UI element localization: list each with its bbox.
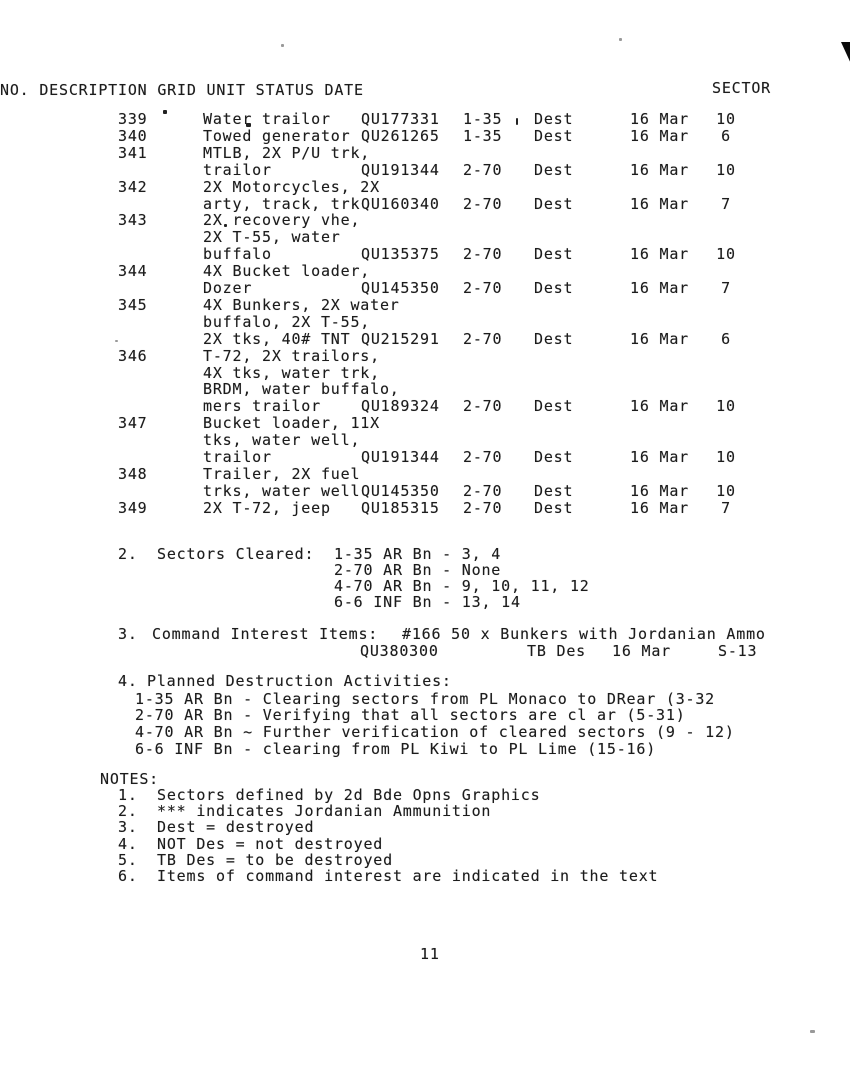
note-number: 2. — [118, 802, 138, 820]
cell-item-number: 347 — [118, 414, 148, 433]
note-number: 4. — [118, 835, 138, 853]
cell-unit: 2-70 — [463, 481, 503, 500]
cell-status: Dest — [534, 194, 574, 213]
cell-description: 2X recovery vhe, — [203, 211, 361, 230]
sectors-cleared-item: 2-70 AR Bn - None — [334, 561, 502, 579]
cell-item-number: 345 — [118, 295, 148, 314]
planned-destruction-item: 1-35 AR Bn - Clearing sectors from PL Monaco to DRear (3-32 — [135, 690, 716, 708]
cell-unit: 2-70 — [463, 448, 503, 466]
cell-sector: 7 — [721, 498, 731, 517]
cell-sector: 6 — [721, 126, 731, 145]
cell-item-number: 341 — [118, 143, 148, 162]
scan-speck — [810, 1030, 815, 1033]
cell-item-number: 346 — [118, 346, 148, 365]
note-text: TB Des = to be destroyed — [157, 851, 393, 869]
cell-sector: 6 — [721, 329, 731, 348]
sectors-cleared-item: 6-6 INF Bn - 13, 14 — [334, 593, 521, 611]
cell-sector: 10 — [716, 245, 736, 264]
cell-grid: QU215291 — [361, 329, 440, 348]
cell-unit: 2-70 — [463, 279, 503, 297]
cell-unit: 2-70 — [463, 329, 503, 348]
cell-unit: 1-35 — [463, 110, 503, 128]
cell-date: 16 Mar — [630, 397, 689, 416]
cell-grid: QU191344 — [361, 448, 440, 466]
section-3-title: Command Interest Items: — [152, 625, 379, 643]
cell-item-number: 342 — [118, 177, 148, 196]
table-row — [0, 498, 850, 518]
cell-date: 16 Mar — [630, 194, 689, 213]
cell-unit: 2-70 — [463, 245, 503, 264]
table-row — [0, 213, 850, 230]
cell-date: 16 Mar — [630, 245, 689, 264]
cell-item-number: 343 — [118, 211, 148, 230]
command-interest-grid: QU380300 — [360, 642, 439, 660]
cell-status: Dest — [534, 448, 574, 466]
cell-sector: 7 — [721, 194, 731, 213]
section-2-title: Sectors Cleared: — [157, 545, 315, 563]
cell-sector: 7 — [721, 279, 731, 297]
cell-sector: 10 — [716, 481, 736, 500]
cell-description: 2X tks, 40# TNT — [203, 329, 351, 348]
cell-item-number: 340 — [118, 126, 148, 145]
cell-status: Dest — [534, 279, 574, 297]
cell-status: Dest — [534, 110, 574, 128]
cell-description: 2X Motorcycles, 2X — [203, 177, 380, 196]
cell-date: 16 Mar — [630, 126, 689, 145]
cell-description: trailor — [203, 160, 272, 179]
cell-date: 16 Mar — [630, 498, 689, 517]
cell-grid: QU145350 — [361, 481, 440, 500]
cell-description: 4X tks, water trk, — [203, 363, 380, 382]
cell-description: buffalo, 2X T-55, — [203, 312, 371, 331]
table-row — [0, 363, 850, 383]
cell-description: MTLB, 2X P/U trk, — [203, 143, 371, 162]
cell-grid: QU185315 — [361, 498, 440, 517]
cell-description: buffalo — [203, 245, 272, 264]
cell-item-number: 339 — [118, 110, 148, 128]
cell-description: 4X Bunkers, 2X water — [203, 295, 400, 314]
column-header-status: STATUS — [255, 81, 315, 99]
cell-unit: 1-35 — [463, 126, 503, 145]
column-header-sector: SECTOR — [712, 79, 771, 97]
sectors-cleared-item: 1-35 AR Bn - 3, 4 — [334, 545, 502, 563]
table-row — [0, 416, 850, 433]
table-row — [0, 295, 850, 315]
planned-destruction-item: 2-70 AR Bn - Verifying that all sectors are cl ar (5-31) — [135, 706, 686, 724]
cell-unit: 2-70 — [463, 160, 503, 179]
cell-grid: QU177331 — [361, 110, 440, 128]
note-text: Sectors defined by 2d Bde Opns Graphics — [157, 786, 541, 804]
section-4-title: Planned Destruction Activities: — [147, 672, 452, 690]
cell-status: Dest — [534, 126, 574, 145]
cell-description: BRDM, water buffalo, — [203, 380, 400, 399]
cell-grid: QU189324 — [361, 397, 440, 416]
cell-description: Bucket loader, 11X — [203, 414, 380, 433]
cell-description: tks, water well, — [203, 431, 361, 450]
cell-status: Dest — [534, 397, 574, 416]
note-text: NOT Des = not destroyed — [157, 835, 384, 853]
cell-description: Towed generator — [203, 126, 351, 145]
cell-description: trailor — [203, 448, 272, 466]
cell-sector: 10 — [716, 110, 736, 128]
cell-description: arty, track, trk — [203, 194, 361, 213]
command-interest-date: 16 Mar — [612, 642, 671, 660]
note-number: 5. — [118, 851, 138, 869]
sectors-cleared-item: 4-70 AR Bn - 9, 10, 11, 12 — [334, 577, 590, 595]
cell-sector: 10 — [716, 448, 736, 466]
note-number: 6. — [118, 867, 138, 885]
cell-date: 16 Mar — [630, 481, 689, 500]
cell-grid: QU135375 — [361, 245, 440, 264]
note-text: Dest = destroyed — [157, 818, 315, 836]
column-header-date: DATE — [324, 81, 364, 99]
scan-speck — [281, 44, 284, 47]
cell-description: T-72, 2X trailors, — [203, 346, 380, 365]
cell-grid: QU191344 — [361, 160, 440, 179]
cell-date: 16 Mar — [630, 279, 689, 297]
column-header-no: NO. — [0, 81, 30, 99]
cell-date: 16 Mar — [630, 110, 689, 128]
command-interest-item: #166 50 x Bunkers with Jordanian Ammo — [402, 625, 766, 643]
table-row — [0, 346, 850, 366]
cell-description: 2X T-55, water — [203, 228, 341, 247]
cell-status: Dest — [534, 245, 574, 264]
scan-artifact-triangle — [841, 42, 850, 66]
column-header-description: DESCRIPTION — [39, 81, 148, 99]
cell-item-number: 348 — [118, 464, 148, 483]
cell-grid: QU261265 — [361, 126, 440, 145]
cell-date: 16 Mar — [630, 448, 689, 466]
note-number: 3. — [118, 818, 138, 836]
cell-status: Dest — [534, 498, 574, 517]
scan-speck — [619, 38, 622, 41]
table-header — [0, 81, 850, 98]
cell-status: Dest — [534, 481, 574, 500]
cell-grid: QU160340 — [361, 194, 440, 213]
cell-unit: 2-70 — [463, 498, 503, 517]
section-2-number: 2. — [118, 545, 138, 563]
column-header-unit: UNIT — [206, 81, 246, 99]
planned-destruction-item: 4-70 AR Bn ~ Further verification of cleared sectors (9 - 12) — [135, 723, 735, 741]
page-number: 11 — [420, 945, 440, 963]
cell-item-number: 344 — [118, 262, 148, 281]
cell-date: 16 Mar — [630, 329, 689, 348]
command-interest-status: TB Des — [527, 642, 586, 660]
cell-grid: QU145350 — [361, 279, 440, 297]
cell-description: Dozer — [203, 279, 253, 297]
column-header-grid: GRID — [157, 81, 197, 99]
cell-description: 4X Bucket loader, — [203, 262, 371, 281]
cell-unit: 2-70 — [463, 397, 503, 416]
section-3-number: 3. — [118, 625, 138, 643]
cell-sector: 10 — [716, 397, 736, 416]
note-text: *** indicates Jordanian Ammunition — [157, 802, 492, 820]
note-text: Items of command interest are indicated in the text — [157, 867, 659, 885]
cell-status: Dest — [534, 160, 574, 179]
cell-status: Dest — [534, 329, 574, 348]
command-interest-sector: S-13 — [718, 642, 758, 660]
cell-description: Trailer, 2X fuel — [203, 464, 361, 483]
planned-destruction-item: 6-6 INF Bn - clearing from PL Kiwi to PL Lime (15-16) — [135, 740, 657, 758]
notes-title: NOTES: — [100, 770, 159, 788]
note-number: 1. — [118, 786, 138, 804]
cell-sector: 10 — [716, 160, 736, 179]
cell-description: Water trailor — [203, 110, 331, 128]
cell-description: 2X T-72, jeep — [203, 498, 331, 517]
cell-description: trks, water well — [203, 481, 361, 500]
cell-unit: 2-70 — [463, 194, 503, 213]
cell-item-number: 349 — [118, 498, 148, 517]
cell-date: 16 Mar — [630, 160, 689, 179]
cell-description: mers trailor — [203, 397, 321, 416]
section-4-number: 4. — [118, 672, 138, 690]
